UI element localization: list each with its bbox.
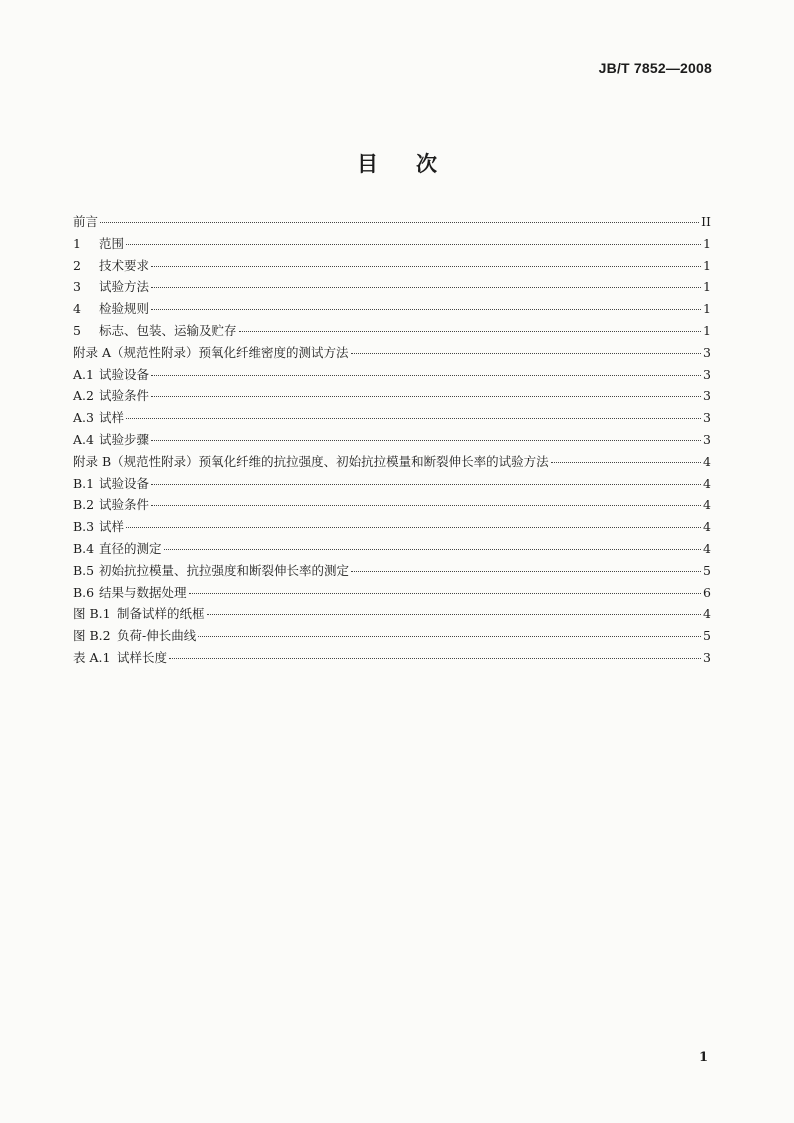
toc-entry[interactable]	[73, 539, 711, 561]
dot-leader	[151, 484, 701, 485]
toc-entry-page: 1	[703, 257, 711, 273]
toc-entry[interactable]	[73, 321, 711, 343]
toc-entry-label: 试验步骤	[99, 431, 150, 447]
table-of-contents	[73, 212, 711, 670]
toc-entry-number: 5	[73, 322, 81, 338]
toc-entry-label: 试样	[99, 519, 125, 535]
toc-entry-label: 制备试样的纸框	[117, 606, 205, 622]
toc-entry-label: 结果与数据处理	[99, 584, 187, 600]
toc-entry-number: 图 B.1	[73, 606, 111, 622]
toc-entry[interactable]	[73, 474, 711, 496]
dot-leader	[351, 571, 701, 572]
dot-leader	[151, 375, 701, 376]
toc-entry-label: 试样	[99, 410, 125, 426]
dot-leader	[551, 462, 701, 463]
toc-entry-number: B.2	[73, 497, 95, 513]
toc-entry-label: 负荷-伸长曲线	[117, 628, 197, 644]
toc-entry-label: 技术要求	[99, 257, 150, 273]
toc-entry[interactable]	[73, 365, 711, 387]
dot-leader	[151, 396, 701, 397]
toc-entry[interactable]	[73, 517, 711, 539]
toc-entry[interactable]	[73, 626, 711, 648]
dot-leader	[164, 549, 701, 550]
dot-leader	[207, 614, 701, 615]
toc-entry-number: 1	[73, 235, 81, 251]
toc-entry-number: A.3	[73, 410, 94, 426]
toc-entry-page: 5	[703, 562, 711, 578]
toc-entry-label: 试验方法	[99, 279, 150, 295]
toc-entry-page: 4	[703, 453, 711, 469]
dot-leader	[151, 440, 701, 441]
toc-entry-page: 6	[703, 584, 711, 600]
toc-entry-number: A.2	[73, 388, 94, 404]
toc-entry-page: 4	[703, 497, 711, 513]
dot-leader	[189, 593, 701, 594]
dot-leader	[126, 244, 701, 245]
dot-leader	[100, 222, 699, 223]
toc-entry-label: 附录 A（规范性附录）预氧化纤维密度的测试方法	[73, 344, 349, 360]
toc-entry[interactable]	[73, 256, 711, 278]
toc-entry-number: B.6	[73, 584, 95, 600]
toc-entry-label: 检验规则	[99, 301, 150, 317]
toc-entry[interactable]	[73, 299, 711, 321]
dot-leader	[351, 353, 701, 354]
toc-entry-number: A.4	[73, 431, 94, 447]
toc-entry-page: 4	[703, 519, 711, 535]
dot-leader	[151, 266, 701, 267]
toc-entry-page: 3	[703, 410, 711, 426]
toc-entry-label: 标志、包装、运输及贮存	[99, 322, 237, 338]
toc-entry-number: A.1	[73, 366, 94, 382]
toc-entry-number: 4	[73, 301, 81, 317]
toc-entry-page: 3	[703, 366, 711, 382]
toc-entry-page: 3	[703, 431, 711, 447]
toc-title-char-1: 目	[357, 151, 378, 176]
toc-entry[interactable]	[73, 604, 711, 626]
toc-entry-label: 试验设备	[99, 366, 150, 382]
toc-entry-page: 1	[703, 322, 711, 338]
toc-entry-page: 1	[703, 279, 711, 295]
toc-entry-page: 4	[703, 540, 711, 556]
toc-entry-number: B.1	[73, 475, 95, 491]
toc-entry-number: B.3	[73, 519, 95, 535]
toc-entry-page: II	[701, 214, 711, 229]
toc-entry[interactable]	[73, 234, 711, 256]
toc-entry-number: 表 A.1	[73, 649, 111, 665]
dot-leader	[169, 658, 701, 659]
toc-entry[interactable]	[73, 561, 711, 583]
toc-entry-number: 3	[73, 279, 81, 295]
toc-entry[interactable]	[73, 430, 711, 452]
toc-entry-number: 2	[73, 257, 81, 273]
toc-entry[interactable]	[73, 452, 711, 474]
toc-entry[interactable]	[73, 343, 711, 365]
dot-leader	[151, 287, 701, 288]
toc-entry-label: 试验条件	[99, 497, 150, 513]
toc-entry-page: 3	[703, 649, 711, 665]
toc-entry-number: B.4	[73, 540, 95, 556]
toc-entry-number: B.5	[73, 562, 95, 578]
toc-entry-label: 附录 B（规范性附录）预氧化纤维的抗拉强度、初始抗拉模量和断裂伸长率的试验方法	[73, 453, 549, 469]
dot-leader	[126, 418, 701, 419]
toc-entry-page: 4	[703, 606, 711, 622]
toc-entry-label: 范围	[99, 235, 125, 251]
dot-leader	[151, 505, 701, 506]
toc-entry-label: 试样长度	[117, 649, 168, 665]
document-code: JB/T 7852—2008	[598, 60, 712, 76]
toc-entry-label: 初始抗拉模量、抗拉强度和断裂伸长率的测定	[99, 562, 350, 578]
toc-entry-page: 1	[703, 301, 711, 317]
toc-entry[interactable]	[73, 277, 711, 299]
toc-entry-page: 5	[703, 628, 711, 644]
toc-entry-label: 前言	[73, 214, 99, 229]
toc-entry-page: 1	[703, 235, 711, 251]
dot-leader	[239, 331, 701, 332]
toc-entry-label: 直径的测定	[99, 540, 162, 556]
toc-entry-page: 3	[703, 388, 711, 404]
dot-leader	[151, 309, 701, 310]
toc-title	[0, 148, 794, 178]
toc-entry-label: 试验设备	[99, 475, 150, 491]
toc-entry[interactable]	[73, 408, 711, 430]
toc-entry[interactable]	[73, 583, 711, 605]
toc-entry[interactable]	[73, 386, 711, 408]
page-number: 1	[698, 1050, 708, 1065]
toc-entry-label: 试验条件	[99, 388, 150, 404]
toc-entry[interactable]	[73, 648, 711, 670]
dot-leader	[198, 636, 701, 637]
toc-entry[interactable]	[73, 495, 711, 517]
toc-entry-page: 3	[703, 344, 711, 360]
toc-entry-number: 图 B.2	[73, 628, 111, 644]
toc-entry-page: 4	[703, 475, 711, 491]
toc-entry[interactable]	[73, 212, 711, 234]
dot-leader	[126, 527, 701, 528]
toc-title-char-2: 次	[416, 151, 437, 176]
